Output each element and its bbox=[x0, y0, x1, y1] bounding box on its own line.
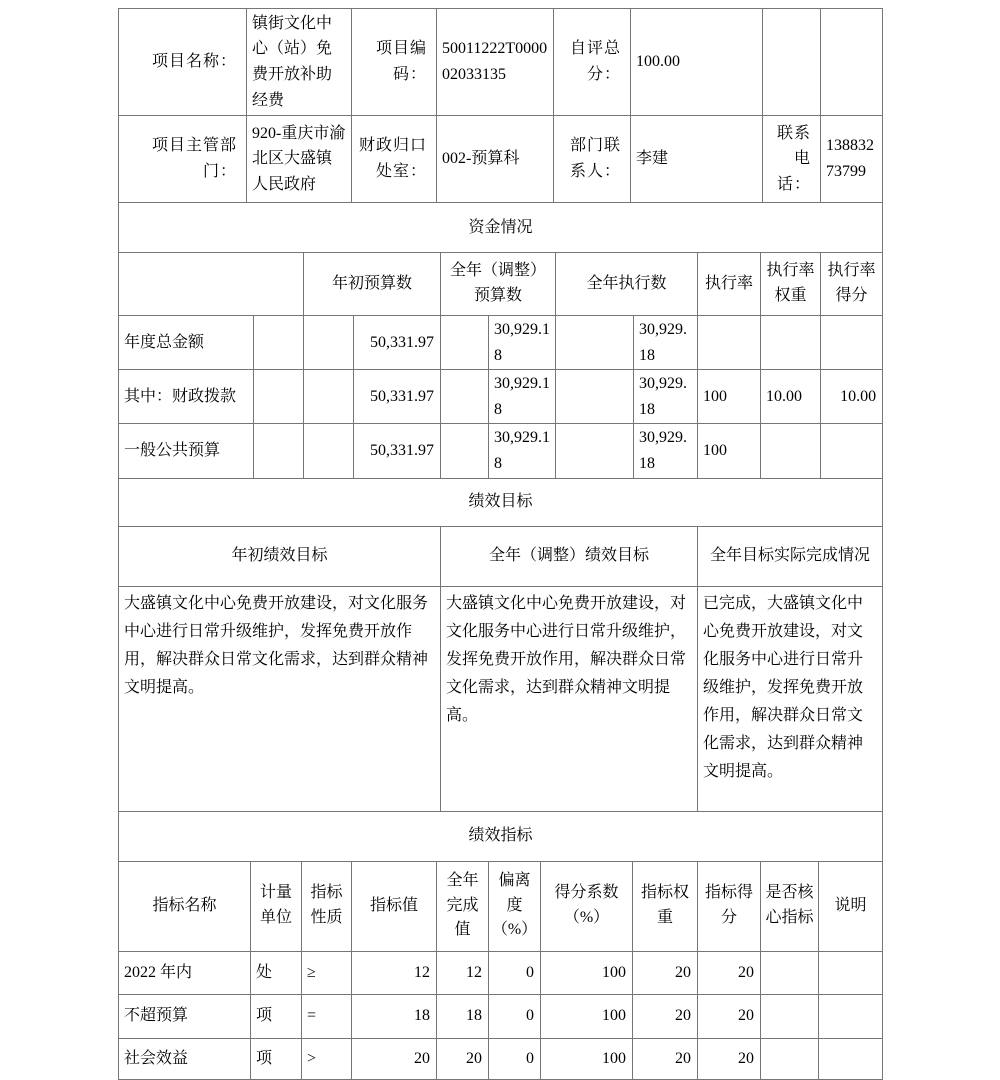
funding-table bbox=[118, 202, 883, 479]
performance-goals-table bbox=[118, 478, 883, 812]
empty-cell bbox=[254, 316, 304, 370]
indicator-target-value: 20 bbox=[352, 1038, 437, 1079]
empty-cell bbox=[698, 316, 761, 370]
general-executed: 30,929.18 bbox=[634, 424, 698, 478]
performance-self-evaluation-table bbox=[118, 8, 882, 1080]
col-adjusted-goal: 全年（调整）绩效目标 bbox=[441, 526, 698, 586]
col-remarks: 说明 bbox=[819, 861, 883, 951]
empty-cell bbox=[821, 424, 883, 478]
funding-row bbox=[119, 424, 883, 478]
indicator-row-name: 社会效益 bbox=[119, 1038, 251, 1079]
indicator-score: 20 bbox=[698, 1038, 761, 1079]
col-executed-amount: 全年执行数 bbox=[556, 253, 698, 316]
empty-cell bbox=[821, 316, 883, 370]
indicator-nature: = bbox=[302, 994, 352, 1038]
empty-cell bbox=[556, 370, 634, 424]
empty-cell bbox=[761, 424, 821, 478]
col-execution-rate: 执行率 bbox=[698, 253, 761, 316]
indicator-deviation: 0 bbox=[489, 951, 541, 994]
col-indicator-score: 指标得分 bbox=[698, 861, 761, 951]
empty-cell bbox=[821, 9, 883, 116]
indicator-target-value: 12 bbox=[352, 951, 437, 994]
fiscal-initial-budget: 50,331.97 bbox=[354, 370, 441, 424]
row-general-public-budget-label: 一般公共预算 bbox=[119, 424, 254, 478]
goals-section-title: 绩效目标 bbox=[119, 478, 883, 526]
supervising-dept-value: 920-重庆市渝北区大盛镇人民政府 bbox=[247, 116, 352, 203]
empty-cell bbox=[763, 9, 821, 116]
indicators-row bbox=[119, 994, 883, 1038]
indicator-row-name: 2022 年内 bbox=[119, 951, 251, 994]
indicator-weight: 20 bbox=[633, 951, 698, 994]
general-initial-budget: 50,331.97 bbox=[354, 424, 441, 478]
annual-total-initial-budget: 50,331.97 bbox=[354, 316, 441, 370]
indicator-row-name: 不超预算 bbox=[119, 994, 251, 1038]
col-deviation-pct: 偏离度（%） bbox=[489, 861, 541, 951]
empty-cell bbox=[556, 424, 634, 478]
indicator-weight: 20 bbox=[633, 994, 698, 1038]
col-adjusted-budget: 全年（调整）预算数 bbox=[441, 253, 556, 316]
general-adjusted-budget: 30,929.18 bbox=[489, 424, 556, 478]
empty-cell bbox=[441, 316, 489, 370]
indicator-score-coefficient: 100 bbox=[541, 951, 633, 994]
col-indicator-value: 指标值 bbox=[352, 861, 437, 951]
adjusted-goal-text: 大盛镇文化中心免费开放建设，对文化服务中心进行日常升级维护，发挥免费开放作用，解决群众日常文化需求，达到群众精神文明提高。 bbox=[441, 586, 698, 811]
empty-cell bbox=[761, 316, 821, 370]
empty-cell bbox=[819, 1038, 883, 1079]
empty-cell bbox=[761, 1038, 819, 1079]
annual-total-adjusted-budget: 30,929.18 bbox=[489, 316, 556, 370]
annual-total-executed: 30,929.18 bbox=[634, 316, 698, 370]
indicator-unit: 处 bbox=[251, 951, 302, 994]
fiscal-execution-rate: 100 bbox=[698, 370, 761, 424]
contact-person-label: 部门联系人： bbox=[554, 116, 631, 203]
actual-completion-text: 已完成，大盛镇文化中心免费开放建设，对文化服务中心进行日常升级维护，发挥免费开放作用，解决群众日常文化需求，达到群众精神文明提高。 bbox=[698, 586, 883, 811]
project-name-value: 镇街文化中心（站）免费开放补助经费 bbox=[247, 9, 352, 116]
empty-cell bbox=[556, 316, 634, 370]
indicator-score: 20 bbox=[698, 951, 761, 994]
indicator-deviation: 0 bbox=[489, 994, 541, 1038]
indicator-weight: 20 bbox=[633, 1038, 698, 1079]
indicator-unit: 项 bbox=[251, 994, 302, 1038]
goals-row bbox=[119, 526, 883, 586]
info-row bbox=[119, 116, 883, 203]
empty-cell bbox=[441, 424, 489, 478]
indicator-completed-value: 12 bbox=[437, 951, 489, 994]
indicators-row bbox=[119, 1038, 883, 1079]
performance-indicators-table bbox=[118, 811, 883, 1080]
contact-phone-value: 13883273799 bbox=[821, 116, 883, 203]
indicator-nature: > bbox=[302, 1038, 352, 1079]
fiscal-execution-rate-score: 10.00 bbox=[821, 370, 883, 424]
self-eval-score-label: 自评总分： bbox=[554, 9, 631, 116]
indicator-score-coefficient: 100 bbox=[541, 994, 633, 1038]
col-score-coefficient-pct: 得分系数（%） bbox=[541, 861, 633, 951]
finance-office-value: 002-预算科 bbox=[437, 116, 554, 203]
empty-cell bbox=[441, 370, 489, 424]
goals-row bbox=[119, 586, 883, 811]
col-is-core-indicator: 是否核心指标 bbox=[761, 861, 819, 951]
col-indicator-name: 指标名称 bbox=[119, 861, 251, 951]
indicators-row bbox=[119, 951, 883, 994]
row-annual-total-label: 年度总金额 bbox=[119, 316, 254, 370]
fiscal-executed: 30,929.18 bbox=[634, 370, 698, 424]
empty-cell bbox=[819, 994, 883, 1038]
project-code-value: 50011222T000002033135 bbox=[437, 9, 554, 116]
col-initial-budget: 年初预算数 bbox=[304, 253, 441, 316]
indicators-section-title: 绩效指标 bbox=[119, 811, 883, 861]
empty-cell bbox=[119, 253, 304, 316]
empty-cell bbox=[304, 424, 354, 478]
indicators-row bbox=[119, 811, 883, 861]
funding-row bbox=[119, 316, 883, 370]
col-actual-completion: 全年目标实际完成情况 bbox=[698, 526, 883, 586]
funding-row bbox=[119, 253, 883, 316]
indicator-deviation: 0 bbox=[489, 1038, 541, 1079]
empty-cell bbox=[819, 951, 883, 994]
indicator-completed-value: 18 bbox=[437, 994, 489, 1038]
empty-cell bbox=[254, 424, 304, 478]
project-name-label: 项目名称： bbox=[119, 9, 247, 116]
row-fiscal-appropriation-label: 其中：财政拨款 bbox=[119, 370, 254, 424]
indicator-completed-value: 20 bbox=[437, 1038, 489, 1079]
empty-cell bbox=[761, 994, 819, 1038]
fiscal-execution-rate-weight: 10.00 bbox=[761, 370, 821, 424]
col-indicator-weight: 指标权重 bbox=[633, 861, 698, 951]
goals-row bbox=[119, 478, 883, 526]
col-completed-value: 全年完成值 bbox=[437, 861, 489, 951]
contact-phone-label: 联系电话： bbox=[763, 116, 821, 203]
col-execution-rate-weight: 执行率权重 bbox=[761, 253, 821, 316]
fiscal-adjusted-budget: 30,929.18 bbox=[489, 370, 556, 424]
indicator-score: 20 bbox=[698, 994, 761, 1038]
col-initial-goal: 年初绩效目标 bbox=[119, 526, 441, 586]
finance-office-label: 财政归口处室： bbox=[352, 116, 437, 203]
col-measure-unit: 计量单位 bbox=[251, 861, 302, 951]
empty-cell bbox=[304, 370, 354, 424]
indicator-unit: 项 bbox=[251, 1038, 302, 1079]
col-execution-rate-score: 执行率得分 bbox=[821, 253, 883, 316]
indicator-target-value: 18 bbox=[352, 994, 437, 1038]
indicators-row bbox=[119, 861, 883, 951]
self-eval-score-value: 100.00 bbox=[631, 9, 763, 116]
supervising-dept-label: 项目主管部门： bbox=[119, 116, 247, 203]
general-execution-rate: 100 bbox=[698, 424, 761, 478]
empty-cell bbox=[254, 370, 304, 424]
project-info-table bbox=[118, 8, 883, 203]
funding-row bbox=[119, 370, 883, 424]
empty-cell bbox=[304, 316, 354, 370]
info-row bbox=[119, 9, 883, 116]
col-indicator-nature: 指标性质 bbox=[302, 861, 352, 951]
funding-row bbox=[119, 203, 883, 253]
funding-section-title: 资金情况 bbox=[119, 203, 883, 253]
empty-cell bbox=[761, 951, 819, 994]
contact-person-value: 李建 bbox=[631, 116, 763, 203]
project-code-label: 项目编码： bbox=[352, 9, 437, 116]
initial-goal-text: 大盛镇文化中心免费开放建设，对文化服务中心进行日常升级维护，发挥免费开放作用，解决群众日常文化需求，达到群众精神文明提高。 bbox=[119, 586, 441, 811]
indicator-nature: ≥ bbox=[302, 951, 352, 994]
indicator-score-coefficient: 100 bbox=[541, 1038, 633, 1079]
